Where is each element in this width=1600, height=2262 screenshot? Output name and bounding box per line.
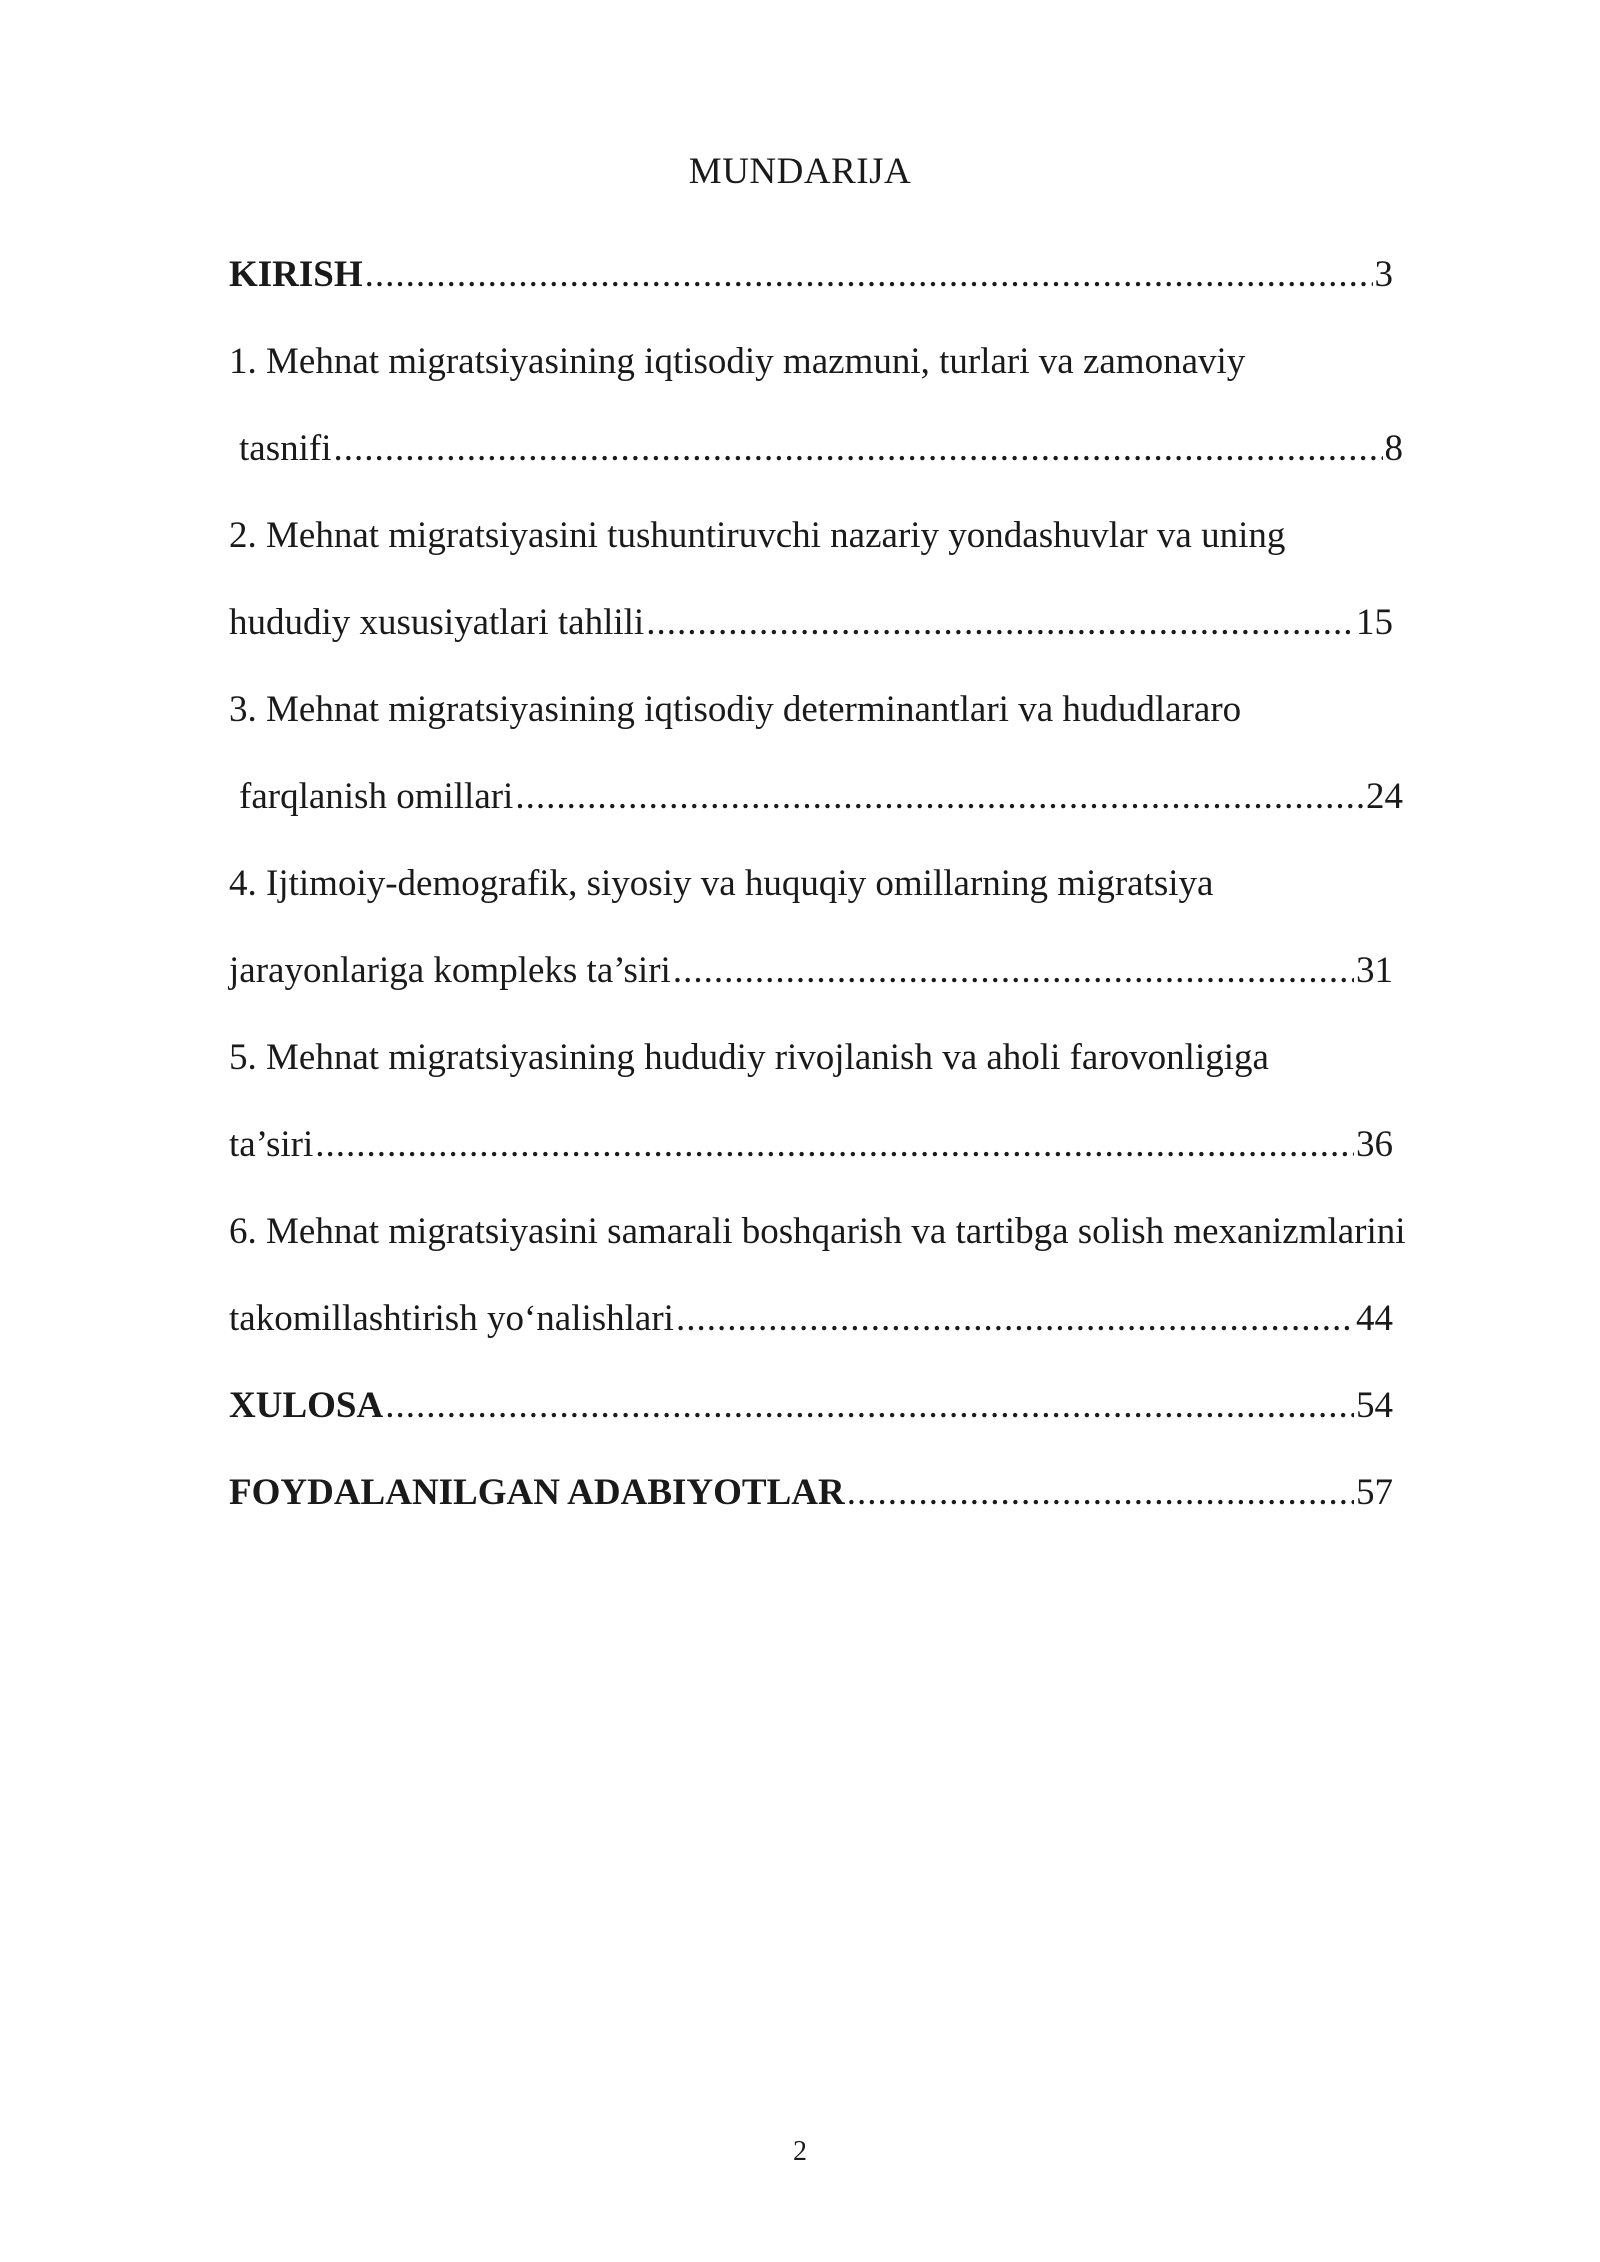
toc-title: MUNDARIJA [688, 151, 912, 192]
toc-entry-2-first-line[interactable] [229, 492, 1429, 579]
toc-page-number: 44 [1356, 1298, 1393, 1339]
toc-page-number: 3 [1374, 254, 1393, 295]
toc-entry-1-last-line[interactable] [229, 405, 1403, 492]
toc-entry-label: XULOSA [229, 1385, 384, 1426]
toc-entry-label: KIRISH [229, 254, 363, 295]
toc-page-number: 24 [1366, 776, 1403, 817]
toc-entry-label: farqlanish omillari [239, 776, 514, 817]
toc-entry-label: 3. Mehnat migratsiyasining iqtisodiy determinantlari va hududlararo [229, 689, 1242, 730]
toc-entry-label: FOYDALANILGAN ADABIYOTLAR [229, 1472, 845, 1513]
toc-dot-leader [333, 405, 1382, 492]
toc-entry-4-first-line[interactable] [229, 840, 1429, 927]
toc-dot-leader [676, 1275, 1354, 1362]
toc-page-number: 15 [1356, 602, 1393, 643]
toc-dot-leader [646, 579, 1354, 666]
toc-entry-3-first-line[interactable] [229, 666, 1429, 753]
toc-page-number: 54 [1356, 1385, 1393, 1426]
toc-entry-label: jarayonlariga kompleks ta’siri [229, 950, 671, 991]
toc-entry-label: hududiy xususiyatlari tahlili [229, 602, 645, 643]
toc-page-number: 31 [1356, 950, 1393, 991]
toc-entry-label: 6. Mehnat migratsiyasini samarali boshqarish va tartibga solish mexanizmlarini [229, 1211, 1406, 1252]
toc-page-number: 57 [1356, 1472, 1393, 1513]
toc-entry-5-first-line[interactable] [229, 1014, 1429, 1101]
page-number: 2 [793, 2136, 807, 2167]
toc-entry-5-last-line[interactable] [229, 1101, 1393, 1188]
toc-entry-label: 2. Mehnat migratsiyasini tushuntiruvchi nazariy yondashuvlar va uning [229, 515, 1286, 556]
toc-entry-label: ta’siri [229, 1124, 314, 1165]
toc-entry-1-first-line[interactable] [229, 318, 1429, 405]
toc-entry-xulosa[interactable] [229, 1362, 1393, 1449]
toc-entry-label: 4. Ijtimoiy-demografik, siyosiy va huquqiy omillarning migratsiya [229, 863, 1214, 904]
toc-entry-3-last-line[interactable] [229, 753, 1403, 840]
toc-dot-leader [847, 1449, 1354, 1536]
toc-entry-2-last-line[interactable] [229, 579, 1393, 666]
toc-page-number: 36 [1356, 1124, 1393, 1165]
toc-entry-label: 5. Mehnat migratsiyasining hududiy rivojlanish va aholi farovonligiga [229, 1037, 1269, 1078]
table-of-contents [229, 231, 1429, 1536]
toc-dot-leader [515, 753, 1364, 840]
toc-dot-leader [673, 927, 1354, 1014]
toc-entry-label: tasnifi [239, 428, 332, 469]
toc-entry-label: takomillashtirish yo‘nalishlari [229, 1298, 674, 1339]
toc-entry-6-first-line[interactable] [229, 1188, 1429, 1275]
toc-entry-references[interactable] [229, 1449, 1393, 1536]
toc-dot-leader [315, 1101, 1354, 1188]
toc-entry-kirish[interactable] [229, 231, 1393, 318]
toc-page-number: 8 [1384, 428, 1403, 469]
toc-entry-4-last-line[interactable] [229, 927, 1393, 1014]
toc-entry-label: 1. Mehnat migratsiyasining iqtisodiy mazmuni, turlari va zamonaviy [229, 341, 1246, 382]
toc-dot-leader [365, 231, 1373, 318]
toc-dot-leader [385, 1362, 1354, 1449]
toc-entry-6-last-line[interactable] [229, 1275, 1393, 1362]
